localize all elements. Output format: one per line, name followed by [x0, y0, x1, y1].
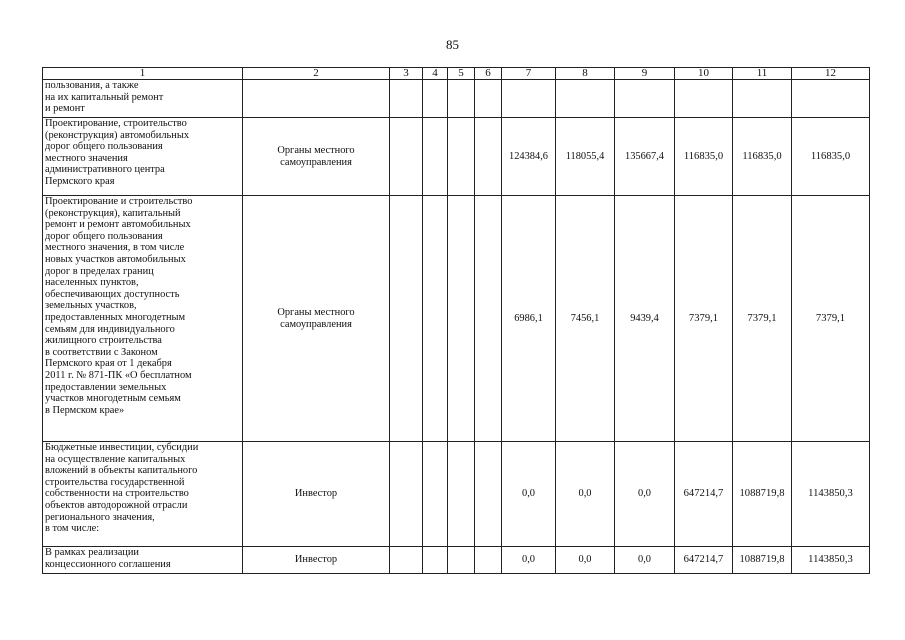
column-header-10: 10 — [675, 68, 733, 80]
cell-col-9: 9439,4 — [615, 196, 675, 442]
cell-col-4 — [423, 80, 448, 118]
column-header-3: 3 — [390, 68, 423, 80]
table-row — [43, 80, 870, 118]
cell-col-8: 7456,1 — [556, 196, 615, 442]
table-row — [43, 547, 870, 574]
cell-col-7: 6986,1 — [502, 196, 556, 442]
cell-col-4 — [423, 442, 448, 547]
row-executor — [243, 80, 390, 118]
row-description: В рамках реализации концессионного соглашения — [43, 547, 243, 574]
cell-col-5 — [448, 547, 475, 574]
cell-col-3 — [390, 547, 423, 574]
cell-col-8: 118055,4 — [556, 118, 615, 196]
table-row — [43, 442, 870, 547]
column-header-6: 6 — [475, 68, 502, 80]
cell-col-12: 1143850,3 — [792, 547, 870, 574]
cell-col-4 — [423, 118, 448, 196]
cell-col-10: 116835,0 — [675, 118, 733, 196]
row-executor: Инвестор — [243, 442, 390, 547]
column-header-9: 9 — [615, 68, 675, 80]
cell-col-12: 1143850,3 — [792, 442, 870, 547]
cell-col-10: 647214,7 — [675, 442, 733, 547]
cell-col-6 — [475, 80, 502, 118]
column-header-2: 2 — [243, 68, 390, 80]
column-header-4: 4 — [423, 68, 448, 80]
cell-col-3 — [390, 442, 423, 547]
cell-col-6 — [475, 118, 502, 196]
column-header-12: 12 — [792, 68, 870, 80]
cell-col-10: 7379,1 — [675, 196, 733, 442]
cell-col-12: 7379,1 — [792, 196, 870, 442]
cell-col-11 — [733, 80, 792, 118]
cell-col-5 — [448, 118, 475, 196]
budget-table — [42, 67, 870, 574]
cell-col-12 — [792, 80, 870, 118]
column-header-11: 11 — [733, 68, 792, 80]
cell-col-12: 116835,0 — [792, 118, 870, 196]
cell-col-5 — [448, 442, 475, 547]
column-header-8: 8 — [556, 68, 615, 80]
cell-col-7: 0,0 — [502, 547, 556, 574]
column-header-7: 7 — [502, 68, 556, 80]
cell-col-11: 1088719,8 — [733, 547, 792, 574]
cell-col-9: 135667,4 — [615, 118, 675, 196]
cell-col-3 — [390, 118, 423, 196]
cell-col-11: 7379,1 — [733, 196, 792, 442]
page-number: 85 — [446, 37, 459, 52]
cell-col-6 — [475, 196, 502, 442]
cell-col-10 — [675, 80, 733, 118]
cell-col-8: 0,0 — [556, 442, 615, 547]
cell-col-5 — [448, 196, 475, 442]
column-header-1: 1 — [43, 68, 243, 80]
cell-col-6 — [475, 547, 502, 574]
cell-col-4 — [423, 196, 448, 442]
cell-col-8: 0,0 — [556, 547, 615, 574]
cell-col-9 — [615, 80, 675, 118]
cell-col-11: 116835,0 — [733, 118, 792, 196]
row-executor: Инвестор — [243, 547, 390, 574]
row-executor: Органы местного самоуправления — [243, 196, 390, 442]
cell-col-7 — [502, 80, 556, 118]
cell-col-10: 647214,7 — [675, 547, 733, 574]
cell-col-4 — [423, 547, 448, 574]
table-header-row — [43, 68, 870, 80]
row-description: Проектирование и строительство (реконструкция), капитальный ремонт и ремонт автомобильных дорог общего пользования местного значения, в том числе новых участков автомобильных дорог в пределах границ населенных пунктов, обеспечивающих доступность земельных участков, предоставленных многодетным семьям для индивидуального жилищного строительства в соответствии с Законом Пермского края от 1 декабря 2011 г. № 871-ПК «О бесплатном предоставлении земельных участков многодетным семьям в Пермском крае» — [43, 196, 243, 442]
cell-col-3 — [390, 80, 423, 118]
cell-col-7: 0,0 — [502, 442, 556, 547]
row-description: пользования, а также на их капитальный ремонт и ремонт — [43, 80, 243, 118]
cell-col-6 — [475, 442, 502, 547]
row-description: Проектирование, строительство (реконструкция) автомобильных дорог общего пользования местного значения административного центра Пермского края — [43, 118, 243, 196]
table-row — [43, 196, 870, 442]
cell-col-8 — [556, 80, 615, 118]
cell-col-9: 0,0 — [615, 442, 675, 547]
row-description: Бюджетные инвестиции, субсидии на осуществление капитальных вложений в объекты капитального строительства государственной собственности на строительство объектов автодорожной отрасли регионального значения, в том числе: — [43, 442, 243, 547]
cell-col-5 — [448, 80, 475, 118]
cell-col-3 — [390, 196, 423, 442]
cell-col-7: 124384,6 — [502, 118, 556, 196]
row-executor: Органы местного самоуправления — [243, 118, 390, 196]
table-row — [43, 118, 870, 196]
cell-col-9: 0,0 — [615, 547, 675, 574]
cell-col-11: 1088719,8 — [733, 442, 792, 547]
column-header-5: 5 — [448, 68, 475, 80]
